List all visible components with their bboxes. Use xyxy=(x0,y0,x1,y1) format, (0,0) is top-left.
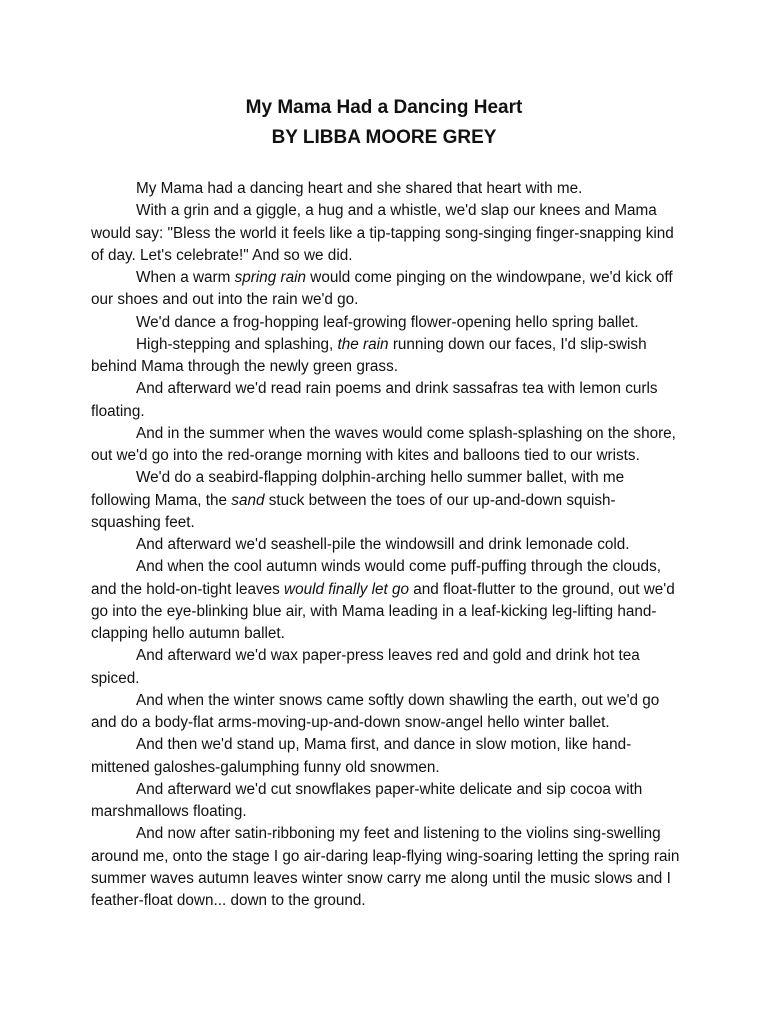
story-paragraph xyxy=(91,779,681,824)
document-title: My Mama Had a Dancing Heart xyxy=(245,97,523,118)
text-run: And afterward we'd cut snowflakes paper-white delicate and sip cocoa with marshmallows floating. xyxy=(91,780,643,820)
story-paragraph xyxy=(91,556,681,645)
story-paragraph xyxy=(91,467,681,534)
story-paragraph xyxy=(91,734,681,779)
story-paragraph xyxy=(91,312,681,334)
title-block xyxy=(0,93,768,153)
text-run: And when the winter snows came softly down shawling the earth, out we'd go and do a body-flat arms-moving-up-and-down snow-angel hello winter ballet. xyxy=(91,691,660,731)
italic-phrase: spring rain xyxy=(234,269,307,286)
story-paragraph xyxy=(91,823,681,912)
text-run: My Mama had a dancing heart and she shared that heart with me. xyxy=(136,180,583,197)
story-body xyxy=(91,178,681,912)
text-run: And afterward we'd seashell-pile the windowsill and drink lemonade cold. xyxy=(136,536,630,553)
story-paragraph xyxy=(91,178,681,200)
text-run: would come pinging on the windowpane, we'd kick off our shoes and out into the rain we'd go. xyxy=(91,269,673,309)
text-run: High-stepping and splashing, xyxy=(136,335,338,353)
text-run: and float-flutter to the ground, out we'd go into the eye-blinking blue air, with Mama leading in a leaf-kicking leg-lifting hand-clapping hello autumn ballet. xyxy=(91,580,675,642)
text-run: running down our faces, I'd slip-swish behind Mama through the newly green grass. xyxy=(91,335,647,375)
text-run: When a warm xyxy=(136,269,235,286)
text-run: We'd do a seabird-flapping dolphin-arching hello summer ballet, with me following Mama, the xyxy=(91,469,625,509)
text-run: stuck between the toes of our up-and-down squish-squashing feet. xyxy=(91,491,616,531)
story-paragraph xyxy=(91,534,681,556)
text-run: And when the cool autumn winds would come puff-puffing through the clouds, and the hold-on-tight leaves xyxy=(91,558,661,598)
italic-phrase: the rain xyxy=(337,335,389,353)
story-paragraph xyxy=(91,645,681,690)
story-paragraph xyxy=(91,334,681,379)
story-paragraph xyxy=(91,378,681,423)
italic-phrase: sand xyxy=(231,491,265,509)
story-paragraph xyxy=(91,267,681,312)
text-run: And afterward we'd wax paper-press leaves red and gold and drink hot tea spiced. xyxy=(91,647,640,687)
text-run: And now after satin-ribboning my feet and listening to the violins sing-swelling around me, onto the stage I go air-daring leap-flying wing-soaring letting the spring rain summer waves autumn leaves winter snow carry me along until the music slows and I feather-float down... down to the ground. xyxy=(91,825,680,909)
text-run: With a grin and a giggle, a hug and a whistle, we'd slap our knees and Mama would say: "Bless the world it feels like a tip-tapping song-singing finger-snapping kind of day. Let's celebrate!" And so we did. xyxy=(91,202,674,264)
author-byline: BY LIBBA MOORE GREY xyxy=(271,127,497,148)
text-run: And in the summer when the waves would come splash-splashing on the shore, out we'd go into the red-orange morning with kites and balloons tied to our wrists. xyxy=(91,424,676,464)
story-paragraph xyxy=(91,690,681,735)
story-paragraph xyxy=(91,200,681,267)
text-run: And then we'd stand up, Mama first, and dance in slow motion, like hand-mittened galoshes-galumphing funny old snowmen. xyxy=(91,736,632,776)
text-run: And afterward we'd read rain poems and drink sassafras tea with lemon curls floating. xyxy=(91,380,658,420)
text-run: We'd dance a frog-hopping leaf-growing flower-opening hello spring ballet. xyxy=(136,313,639,331)
story-paragraph xyxy=(91,423,681,468)
italic-phrase: would finally let go xyxy=(284,580,410,598)
